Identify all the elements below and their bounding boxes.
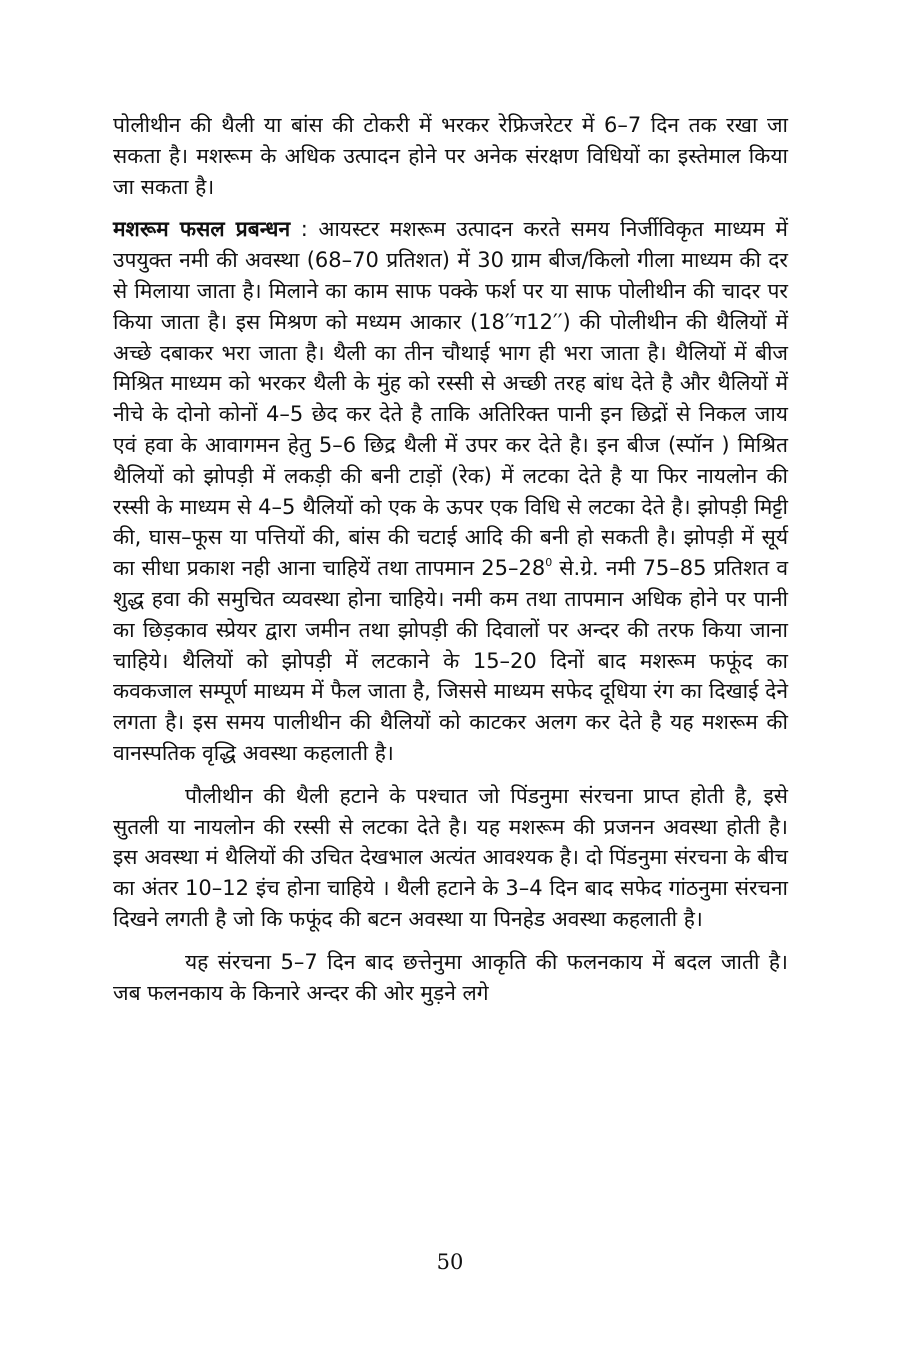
reproductive-stage-text: पौलीथीन की थैली हटाने के पश्चात जो पिंडनुमा संरचना प्राप्त होती है, इसे सुतली या नायलोन की रस्सी से लटका देते है। यह मशरूम की प्रजनन अवस्था होती है। इस अवस्था मं थैलियों की उचित देखभाल अत्यंत आवश्यक है। दो पिंडनुमा संरचना के बीच का अंतर 10–12 इंच होना चाहिये । थैली हटाने के 3–4 दिन बाद सफेद गांठनुमा संरचना दिखने लगती है जो कि फफूंद की बटन अवस्था या पिनहेड अवस्था कहलाती है।	[113, 783, 788, 931]
paragraph-reproductive-stage	[113, 781, 788, 935]
fruiting-body-text: यह संरचना 5–7 दिन बाद छत्तेनुमा आकृति की फलनकाय में बदल जाती है। जब फलनकाय के किनारे अन्दर की ओर मुड़ने लगे	[113, 949, 788, 1005]
page-number: 50	[436, 1250, 464, 1274]
crop-management-heading: मशरूम फसल प्रबन्धन	[113, 217, 291, 242]
paragraph-storage	[113, 110, 788, 202]
paragraph-crop-management	[113, 214, 788, 768]
paragraph-storage-text: पोलीथीन की थैली या बांस की टोकरी में भरकर रेफ्रिजरेटर में 6–7 दिन तक रखा जा सकता है। मशरूम के अधिक उत्पादन होने पर अनेक संरक्षण विधियों का इस्तेमाल किया जा सकता है।	[113, 113, 788, 199]
degree-superscript: 0	[545, 556, 553, 570]
paragraph-fruiting-body	[113, 947, 788, 1009]
crop-management-text-part1: : आयस्टर मशरूम उत्पादन करते समय निर्जीविकृत माध्यम में उपयुक्त नमी की अवस्था (68–70 प्रतिशत) में 30 ग्राम बीज/किलो गीला माध्यम की दर से मिलाया जाता है। मिलाने का काम साफ पक्के फर्श पर या साफ पोलीथीन की चादर पर किया जाता है। इस मिश्रण को मध्यम आकार (18′′ग12′′) की पोलीथीन की थैलियों में अच्छे दबाकर भरा जाता है। थैली का तीन चौथाई भाग ही भरा जाता है। थैलियों में बीज मिश्रित माध्यम को भरकर थैली के मुंह को रस्सी से अच्छी तरह बांध देते है और थैलियों में नीचे के दोनो कोनों 4–5 छेद कर देते है ताकि अतिरिक्त पानी इन छिद्रों से निकल जाय एवं हवा के आवागमन हेतु 5–6 छिद्र थैली में उपर कर देते है। इन बीज (स्पॉन ) मिश्रित थैलियों को झोपड़ी में लकड़ी की बनी टाड़ों (रेक) में लटका देते है या फिर नायलोन की रस्सी के माध्यम से 4–5 थैलियों को एक के ऊपर एक विधि से लटका देते है। झोपड़ी मिट्टी की, घास–फूस या पत्तियों की, बांस की चटाई आदि की बनी हो सकती है। झोपड़ी में सूर्य का सीधा प्रकाश नही आना चाहियें तथा तापमान 25–28	[113, 217, 788, 581]
page-body	[113, 110, 788, 1020]
crop-management-text-part2: से.ग्रे. नमी 75–85 प्रतिशत व शुद्ध हवा की समुचित व्यवस्था होना चाहिये। नमी कम तथा तापमान अधिक होने पर पानी का छिड़काव स्प्रेयर द्वारा जमीन तथा झोपड़ी की दिवालों पर अन्दर की तरफ किया जाना चाहिये। थैलियों को झोपड़ी में लटकाने के 15–20 दिनों बाद मशरूम फफूंद का कवकजाल सम्पूर्ण माध्यम में फैल जाता है, जिससे माध्यम सफेद दूधिया रंग का दिखाई देने लगता है। इस समय पालीथीन की थैलियों को काटकर अलग कर देते है यह मशरूम की वानस्पतिक वृद्धि अवस्था कहलाती है।	[113, 556, 788, 765]
